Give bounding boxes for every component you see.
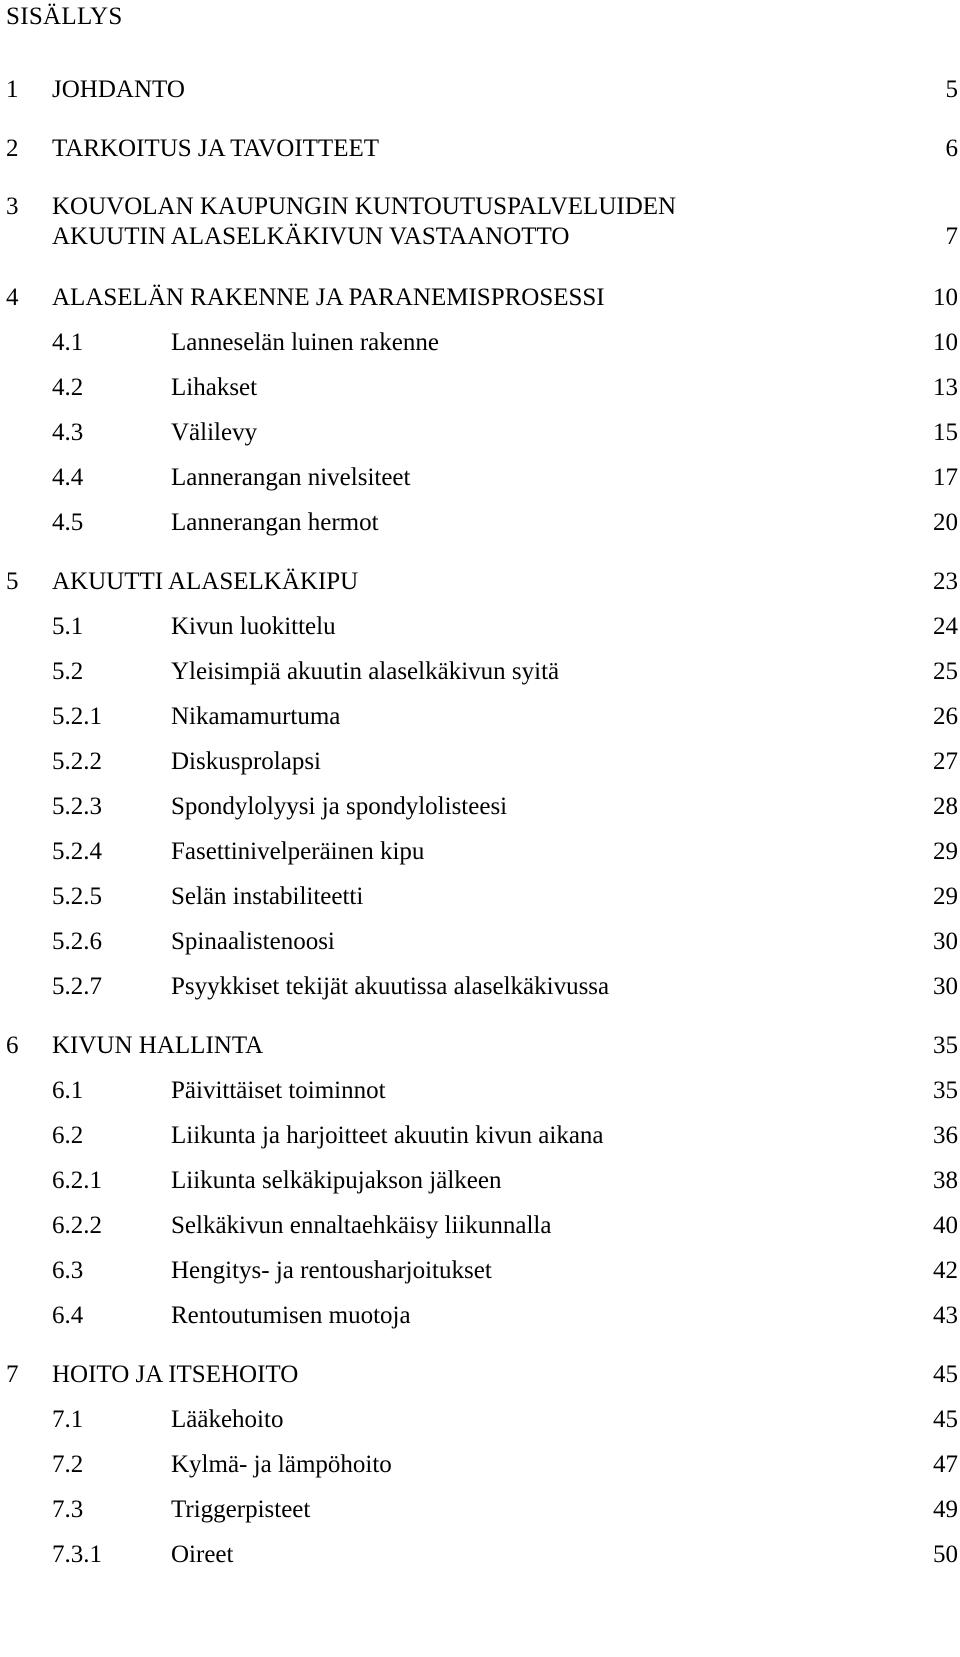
entry-page-number: 38: [933, 1167, 958, 1194]
entry-title: ALASELÄN RAKENNE JA PARANEMISPROSESSI: [52, 284, 605, 311]
entry-title: Triggerpisteet: [171, 1496, 311, 1523]
toc-entry-1[interactable]: [0, 75, 960, 105]
entry-title: Hengitys- ja rentousharjoitukset: [171, 1257, 492, 1284]
entry-number: 5.2.6: [52, 928, 102, 955]
entry-page-number: 17: [933, 464, 958, 491]
entry-title: Diskusprolapsi: [171, 748, 321, 775]
toc-entry-7-2[interactable]: [0, 1450, 960, 1480]
entry-title: Lannerangan nivelsiteet: [171, 464, 411, 491]
entry-number: 6.4: [52, 1302, 84, 1329]
entry-title: Selän instabiliteetti: [171, 883, 364, 910]
entry-title-line-1: KOUVOLAN KAUPUNGIN KUNTOUTUSPALVELUIDEN: [52, 193, 677, 220]
toc-entry-7-1[interactable]: [0, 1405, 960, 1435]
entry-number: 6.2.2: [52, 1212, 102, 1239]
entry-page-number: 10: [933, 329, 958, 356]
entry-page-number: 36: [933, 1122, 958, 1149]
toc-entry-4-5[interactable]: [0, 508, 960, 538]
entry-page-number: 26: [933, 703, 958, 730]
entry-number: 5.1: [52, 613, 84, 640]
toc-entry-5-2-6[interactable]: [0, 927, 960, 957]
entry-number: 3: [6, 193, 19, 220]
entry-number: 4.3: [52, 419, 84, 446]
entry-page-number: 6: [945, 135, 958, 162]
toc-entry-7-3-1[interactable]: [0, 1540, 960, 1570]
toc-entry-5-2-5[interactable]: [0, 882, 960, 912]
entry-page-number: 25: [933, 658, 958, 685]
toc-entry-4-2[interactable]: [0, 373, 960, 403]
entry-title: Fasettinivelperäinen kipu: [171, 838, 425, 865]
entry-title: Oireet: [171, 1541, 234, 1568]
entry-page-number: 20: [933, 509, 958, 536]
entry-number: 6.2: [52, 1122, 84, 1149]
toc-entry-7-3[interactable]: [0, 1495, 960, 1525]
toc-entry-6[interactable]: [0, 1031, 960, 1061]
entry-number: 6.2.1: [52, 1167, 102, 1194]
entry-number: 5.2.7: [52, 973, 102, 1000]
entry-number: 5.2.1: [52, 703, 102, 730]
entry-title: Kylmä- ja lämpöhoito: [171, 1451, 392, 1478]
entry-title: TARKOITUS JA TAVOITTEET: [52, 135, 380, 162]
entry-page-number: 30: [933, 928, 958, 955]
entry-number: 7: [6, 1361, 19, 1388]
entry-title: AKUUTTI ALASELKÄKIPU: [52, 568, 359, 595]
entry-page-number: 45: [933, 1361, 958, 1388]
toc-entry-6-3[interactable]: [0, 1256, 960, 1286]
entry-title: Spondylolyysi ja spondylolisteesi: [171, 793, 508, 820]
entry-title: Psyykkiset tekijät akuutissa alaselkäkivussa: [171, 973, 610, 1000]
entry-page-number: 28: [933, 793, 958, 820]
entry-number: 6.3: [52, 1257, 84, 1284]
toc-entry-6-2-2[interactable]: [0, 1211, 960, 1241]
entry-page-number: 35: [933, 1032, 958, 1059]
entry-number: 6: [6, 1032, 19, 1059]
entry-title: Rentoutumisen muotoja: [171, 1302, 411, 1329]
entry-page-number: 30: [933, 973, 958, 1000]
entry-number: 4: [6, 284, 19, 311]
entry-number: 7.3.1: [52, 1541, 102, 1568]
toc-entry-6-1[interactable]: [0, 1076, 960, 1106]
entry-page-number: 50: [933, 1541, 958, 1568]
entry-title: [52, 192, 676, 252]
entry-title: Lääkehoito: [171, 1406, 284, 1433]
entry-number: 5.2.2: [52, 748, 102, 775]
entry-title: Liikunta ja harjoitteet akuutin kivun aikana: [171, 1122, 604, 1149]
entry-title: Yleisimpiä akuutin alaselkäkivun syitä: [171, 658, 560, 685]
entry-page-number: 43: [933, 1302, 958, 1329]
entry-number: 5.2.4: [52, 838, 102, 865]
entry-title: JOHDANTO: [52, 76, 185, 103]
entry-title: Lanneselän luinen rakenne: [171, 329, 439, 356]
entry-number: 5: [6, 568, 19, 595]
toc-entry-6-2[interactable]: [0, 1121, 960, 1151]
entry-title: Selkäkivun ennaltaehkäisy liikunnalla: [171, 1212, 552, 1239]
entry-title: KIVUN HALLINTA: [52, 1032, 264, 1059]
toc-entry-6-4[interactable]: [0, 1301, 960, 1331]
entry-page-number: 35: [933, 1077, 958, 1104]
entry-page-number: 24: [933, 613, 958, 640]
entry-title: Lihakset: [171, 374, 258, 401]
entry-page-number: 40: [933, 1212, 958, 1239]
toc-entry-5-2-7[interactable]: [0, 972, 960, 1002]
entry-page-number: 23: [933, 568, 958, 595]
entry-page-number: 45: [933, 1406, 958, 1433]
entry-number: 4.1: [52, 329, 84, 356]
entry-number: 5.2.3: [52, 793, 102, 820]
toc-entry-2[interactable]: [0, 134, 960, 164]
entry-number: 7.3: [52, 1496, 84, 1523]
toc-entry-5-2-1[interactable]: [0, 702, 960, 732]
entry-title: Päivittäiset toiminnot: [171, 1077, 386, 1104]
toc-entry-5-2-2[interactable]: [0, 747, 960, 777]
entry-number: 7.1: [52, 1406, 84, 1433]
entry-title: Välilevy: [171, 419, 258, 446]
entry-page-number: 10: [933, 284, 958, 311]
entry-page-number: 27: [933, 748, 958, 775]
toc-entry-5-2[interactable]: [0, 657, 960, 687]
entry-title: Lannerangan hermot: [171, 509, 379, 536]
entry-page-number: 7: [945, 223, 958, 250]
entry-number: 4.5: [52, 509, 84, 536]
entry-page-number: 13: [933, 374, 958, 401]
entry-title: Spinaalistenoosi: [171, 928, 335, 955]
entry-page-number: 42: [933, 1257, 958, 1284]
entry-title: HOITO JA ITSEHOITO: [52, 1361, 299, 1388]
entry-page-number: 47: [933, 1451, 958, 1478]
entry-page-number: 15: [933, 419, 958, 446]
entry-number: 1: [6, 76, 19, 103]
toc-entry-7[interactable]: [0, 1360, 960, 1390]
toc-entry-4-1[interactable]: [0, 328, 960, 358]
entry-title: Kivun luokittelu: [171, 613, 336, 640]
toc-heading: SISÄLLYS: [6, 3, 123, 30]
entry-number: 2: [6, 135, 19, 162]
entry-number: 4.2: [52, 374, 84, 401]
toc-entry-4[interactable]: [0, 283, 960, 313]
toc-entry-5[interactable]: [0, 567, 960, 597]
entry-page-number: 49: [933, 1496, 958, 1523]
entry-number: 5.2.5: [52, 883, 102, 910]
toc-entry-5-2-3[interactable]: [0, 792, 960, 822]
toc-entry-4-4[interactable]: [0, 463, 960, 493]
entry-title: Nikamamurtuma: [171, 703, 341, 730]
entry-page-number: 29: [933, 838, 958, 865]
entry-title: Liikunta selkäkipujakson jälkeen: [171, 1167, 502, 1194]
entry-page-number: 5: [945, 76, 958, 103]
entry-page-number: 29: [933, 883, 958, 910]
entry-number: 5.2: [52, 658, 84, 685]
entry-number: 6.1: [52, 1077, 84, 1104]
toc-entry-5-1[interactable]: [0, 612, 960, 642]
entry-number: 4.4: [52, 464, 84, 491]
toc-entry-6-2-1[interactable]: [0, 1166, 960, 1196]
toc-entry-3[interactable]: [0, 192, 960, 254]
toc-entry-5-2-4[interactable]: [0, 837, 960, 867]
entry-title-line-2: AKUUTIN ALASELKÄKIVUN VASTAANOTTO: [52, 223, 570, 250]
entry-number: 7.2: [52, 1451, 84, 1478]
toc-entry-4-3[interactable]: [0, 418, 960, 448]
